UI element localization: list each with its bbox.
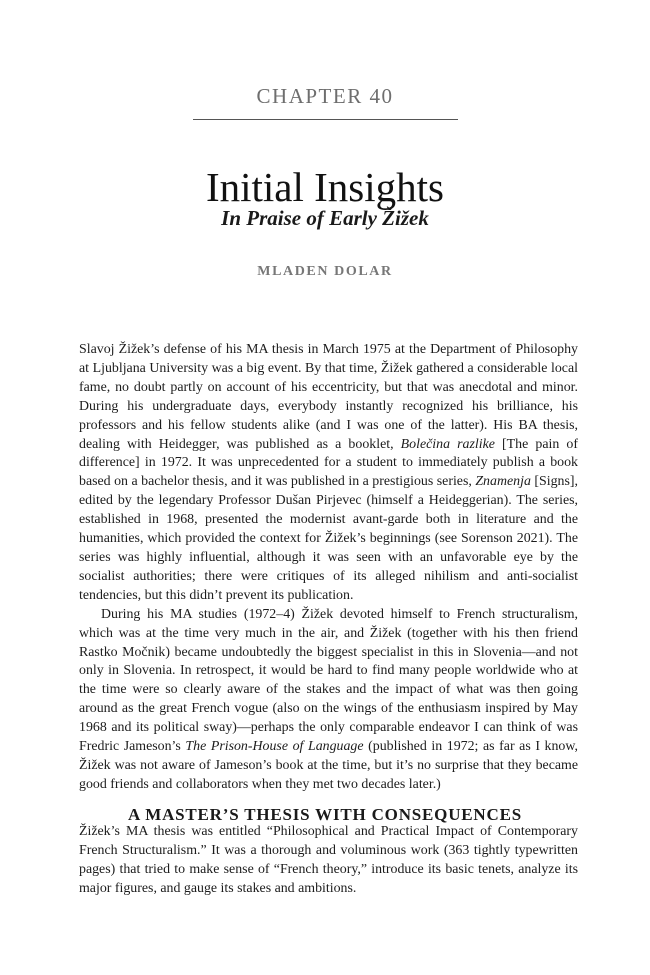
book-title-bolecina-razlike: Bolečina razlike — [400, 436, 495, 452]
section-paragraph: Žižek’s MA thesis was entitled “Philosophical and Practical Impact of Contemporary French Structuralism.” It was a thorough and voluminous work (363 tightly typewritten pages) that tried to make sense of “French theory,” introduce its basic tenets, analyze its major figures, and gauge its stakes and ambitions. — [79, 824, 578, 896]
paragraph-1-text-a: Slavoj Žižek’s defense of his MA thesis in March 1975 at the Department of Philosophy at Ljubljana University was a big event. By that time, Žižek gathered a considerable local fame, no doubt partly on account of his eccentricity, but that was anecdotal and minor. During his undergraduate days, everybody instantly recognized his brilliance, his professors and his fellow students alike (and I was one of the latter). His BA thesis, dealing with Heidegger, was published as a booklet, — [79, 342, 578, 452]
chapter-number: CHAPTER 40 — [256, 84, 394, 108]
author-name: MLADEN DOLAR — [257, 264, 393, 279]
paragraph-2 — [79, 606, 578, 795]
chapter-body — [79, 341, 578, 795]
paragraph-2-text-c: (published in 1972; as far as I know, Žižek was not aware of Jameson’s book at the time, but it’s no surprise that they became good friends and collaborators when they met two decades later.) — [79, 739, 578, 792]
section-heading: A MASTER’S THESIS WITH CONSEQUENCES — [128, 805, 522, 825]
series-title-znamenja: Znamenja — [475, 474, 531, 490]
chapter-divider — [193, 119, 458, 120]
paragraph-1 — [79, 341, 578, 606]
paragraph-1-text-c: [The pain of difference] in 1972. It was unprecedented for a student to immediately publish a book based on a bachelor thesis, and it was published in a prestigious series, — [79, 436, 578, 490]
book-title-prison-house: The Prison-House of Language — [185, 739, 364, 755]
chapter-subtitle: In Praise of Early Žižek — [221, 206, 429, 230]
paragraph-1-text-e: [Signs], edited by the legendary Professor Dušan Pirjevec (himself a Heideggerian). The series, established in 1968, presented the modernist avant-garde both in literature and the humanities, which provided the context for Žižek’s beginnings (see Sorenson 2021). The series was highly influential, although it was seen with an unfavorable eye by the socialist authorities; there were critiques of its alleged nihilism and anti-socialist tendencies, but this didn’t prevent its publication. — [79, 474, 578, 603]
chapter-title: Initial Insights — [205, 164, 444, 211]
paragraph-2-text-a: During his MA studies (1972–4) Žižek devoted himself to French structuralism, which was at the time very much in the air, and Žižek (together with his then friend Rastko Močnik) became undoubtedly the biggest specialist in this in Slovenia—and not only in Slovenia. In retrospect, it would be hard to find many people worldwide who at the time were so clearly aware of the stakes and the impact of what was then going around as the great French vogue (also on the wings of the enthusiasm inspired by May 1968 and its political sway)—perhaps the only comparable endeavor I can think of was Fredric Jameson’s — [79, 606, 578, 755]
section-body — [79, 823, 578, 899]
